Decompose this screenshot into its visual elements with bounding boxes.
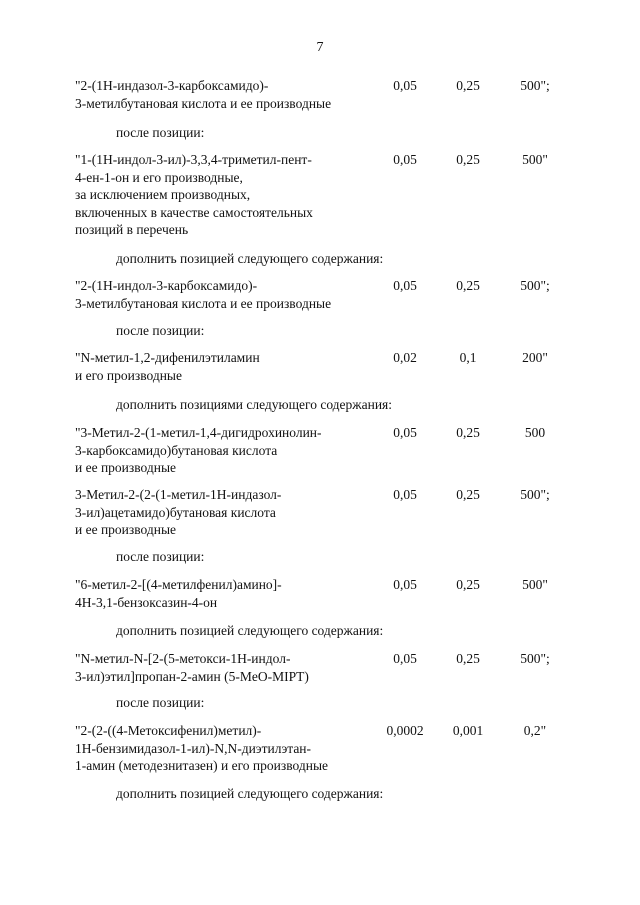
value-column-3: 500"; xyxy=(520,78,550,93)
value-column-2: 0,25 xyxy=(456,651,480,666)
value-column-3: 500"; xyxy=(520,487,550,502)
instruction-text: после позиции: xyxy=(116,125,205,140)
substance-name: "2-(1Н-индазол-3-карбоксамидо)- 3-метилбутановая кислота и ее производные xyxy=(75,78,332,111)
value-column-1: 0,05 xyxy=(393,152,417,167)
value-column-2: 0,25 xyxy=(456,425,480,440)
instruction-text: дополнить позицией следующего содержания: xyxy=(116,251,384,266)
substance-name: "N-метил-N-[2-(5-метокси-1Н-индол- 3-ил)этил]пропан-2-амин (5-MeO-MIPT) xyxy=(75,651,309,684)
instruction-text: после позиции: xyxy=(116,549,205,564)
value-column-3: 500" xyxy=(522,577,548,592)
page-number: 7 xyxy=(316,40,324,55)
substance-name: "6-метил-2-[(4-метилфенил)амино]- 4Н-3,1-бензоксазин-4-он xyxy=(75,577,282,610)
value-column-1: 0,05 xyxy=(393,487,417,502)
value-column-1: 0,02 xyxy=(393,350,417,365)
value-column-3: 0,2" xyxy=(523,723,547,738)
value-column-1: 0,0002 xyxy=(386,723,424,738)
value-column-3: 500"; xyxy=(520,651,550,666)
value-column-3: 500 xyxy=(524,425,546,440)
value-column-3: 200" xyxy=(522,350,548,365)
value-column-2: 0,001 xyxy=(452,723,484,738)
instruction-text: дополнить позициями следующего содержания: xyxy=(116,397,393,412)
instruction-text: после позиции: xyxy=(116,323,205,338)
substance-name: "2-(1Н-индол-3-карбоксамидо)- 3-метилбутановая кислота и ее производные xyxy=(75,278,332,311)
substance-name: "N-метил-1,2-дифенилэтиламин и его производные xyxy=(75,350,260,383)
value-column-1: 0,05 xyxy=(393,651,417,666)
value-column-2: 0,25 xyxy=(456,278,480,293)
substance-name: "3-Метил-2-(1-метил-1,4-дигидрохинолин- 3-карбоксамидо)бутановая кислота и ее производные xyxy=(75,425,322,475)
value-column-2: 0,25 xyxy=(456,577,480,592)
substance-name: "2-(2-((4-Метоксифенил)метил)- 1Н-бензимидазол-1-ил)-N,N-диэтилэтан- 1-амин (методезнитазен) и его производные xyxy=(75,723,328,773)
value-column-2: 0,1 xyxy=(459,350,477,365)
value-column-1: 0,05 xyxy=(393,78,417,93)
substance-name: 3-Метил-2-(2-(1-метил-1Н-индазол- 3-ил)ацетамидо)бутановая кислота и ее производные xyxy=(75,487,282,537)
value-column-2: 0,25 xyxy=(456,487,480,502)
value-column-1: 0,05 xyxy=(393,577,417,592)
value-column-2: 0,25 xyxy=(456,152,480,167)
value-column-1: 0,05 xyxy=(393,425,417,440)
value-column-3: 500" xyxy=(522,152,548,167)
instruction-text: дополнить позицией следующего содержания: xyxy=(116,786,384,801)
value-column-2: 0,25 xyxy=(456,78,480,93)
substance-name: "1-(1Н-индол-3-ил)-3,3,4-триметил-пент- 4-ен-1-он и его производные, за исключением производных, включенных в качестве самостоятельных позиций в перечень xyxy=(75,152,313,237)
instruction-text: после позиции: xyxy=(116,695,205,710)
instruction-text: дополнить позицией следующего содержания: xyxy=(116,623,384,638)
value-column-3: 500"; xyxy=(520,278,550,293)
value-column-1: 0,05 xyxy=(393,278,417,293)
